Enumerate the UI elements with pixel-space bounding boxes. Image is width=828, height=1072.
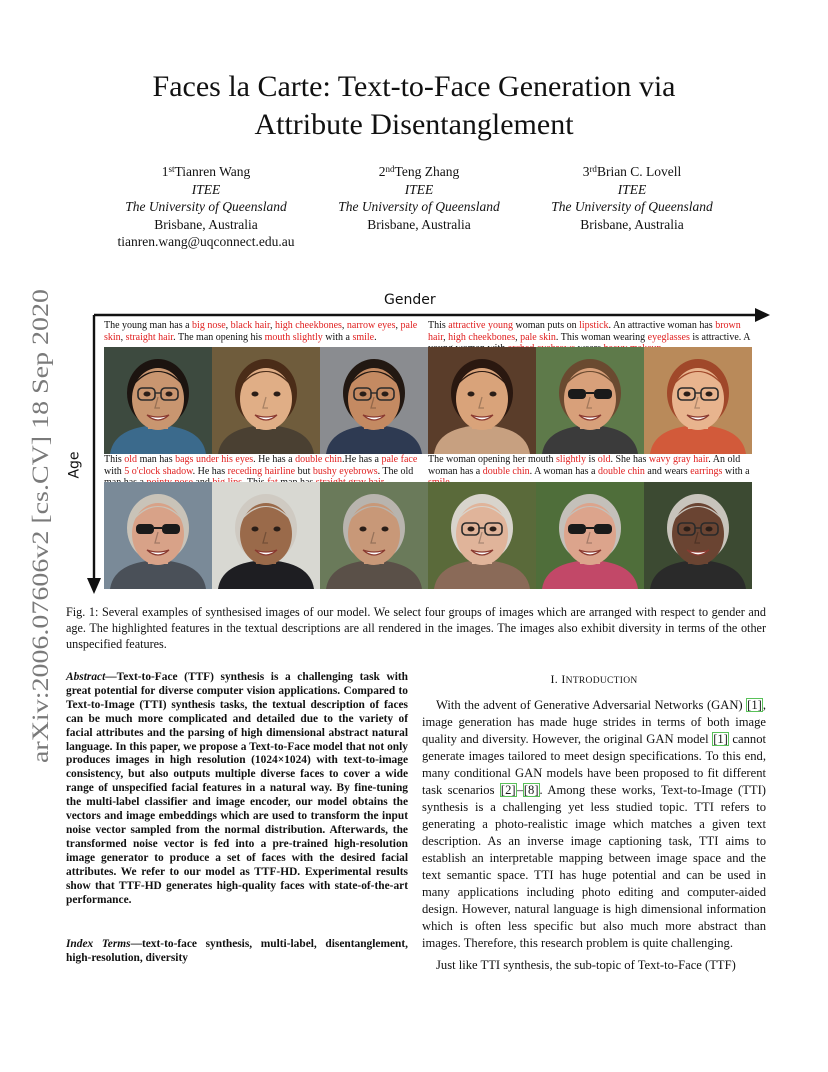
eye-left xyxy=(252,392,259,397)
caption-text: but xyxy=(295,465,313,477)
section-title-initial: I xyxy=(561,672,566,686)
author-dept: ITEE xyxy=(191,181,221,197)
intro-paragraph-2: Just like TTI synthesis, the sub-topic of Text-to-Face (TTF) xyxy=(436,958,736,972)
face-image xyxy=(212,347,320,454)
author-ordinal-suffix: st xyxy=(168,164,175,174)
caption-text: . The man opening his xyxy=(173,331,265,343)
highlighted-attribute: double chin xyxy=(295,454,343,465)
sunglasses-left-lens xyxy=(568,389,586,399)
author-city: Brisbane, Australia xyxy=(367,216,471,232)
face-image xyxy=(536,482,644,589)
section-number: I. xyxy=(550,672,559,686)
sunglasses-right-lens xyxy=(162,524,180,534)
caption-text: , image generation has made huge strides in terms of both image quality and diversity. However, the original GAN model xyxy=(422,698,766,746)
citation-link[interactable]: [1] xyxy=(713,732,728,746)
sunglasses-left-lens xyxy=(568,524,586,534)
caption-text: . The old xyxy=(377,465,414,477)
face-image xyxy=(104,347,212,454)
eye-right xyxy=(706,527,713,532)
eye-right xyxy=(706,392,713,397)
caption-text: . He has a xyxy=(253,454,296,465)
highlighted-attribute: bushy eyebrows xyxy=(312,465,378,477)
caption-text: . xyxy=(374,331,377,343)
arxiv-stamp xyxy=(18,285,58,765)
age-axis-arrowhead xyxy=(87,578,101,594)
caption-text: with a xyxy=(722,465,750,477)
intro-paragraph-1 xyxy=(422,697,766,952)
highlighted-attribute: wavy gray hair xyxy=(648,454,709,465)
eye-right xyxy=(490,527,497,532)
eye-left xyxy=(684,527,691,532)
caption-text: . This woman wearing xyxy=(555,331,648,343)
caption-young-men xyxy=(104,320,426,343)
author-block-1 xyxy=(96,163,316,251)
highlighted-attribute: mouth slightly xyxy=(264,331,323,343)
eye-right xyxy=(274,392,281,397)
eye-left xyxy=(360,392,367,397)
caption-text: . An old woman has a xyxy=(428,454,741,477)
highlighted-attribute: brown hair xyxy=(428,320,741,343)
highlighted-attribute: pale face xyxy=(381,454,418,465)
author-dept: ITEE xyxy=(404,181,434,197)
caption-text: man has xyxy=(137,454,176,465)
highlighted-attribute: earrings xyxy=(690,465,723,477)
face-image xyxy=(644,482,752,589)
abstract-body: —Text-to-Face (TTF) synthesis is a challenging task with great potential for diverse computer vision applications. Compared to Text-to-Image (TTI) synthesis tasks, the textual description of faces can be much more complicated and detailed due to the variety of facial attributes and the parsing of high dimensional abstract natural language. In this paper, we propose a Text-to-Face model that not only produces images in high resolution (1024×1024) with text-to-image consistency, but also outputs multiple diverse faces to cover a wide range of unspecified facial features in a natural way. By fine-tuning the multi-label classifier and image encoder, our model obtains the vectors and image embeddings which are used to transform the input noise vector sampled from the normal distribution. Afterwards, the transformed noise vector is fed into a pre-trained high-resolution image generator to produce a set of faces with the desired facial attributes. We refer to our model as TTF-HD. Experimental results show that TTF-HD generates high-quality faces with state-of-the-art performance. xyxy=(66,671,408,906)
author-city: Brisbane, Australia xyxy=(580,216,684,232)
caption-text: , xyxy=(443,331,449,343)
eye-right xyxy=(166,392,173,397)
caption-text: The woman opening her mouth xyxy=(428,454,557,465)
caption-text: , xyxy=(515,331,521,343)
caption-text: is xyxy=(586,454,598,465)
face-image xyxy=(428,347,536,454)
author-name: Brian C. Lovell xyxy=(596,164,682,179)
highlighted-attribute: pale skin xyxy=(520,331,556,343)
eye-right xyxy=(490,392,497,397)
caption-text: . He has xyxy=(192,465,228,477)
eye-right xyxy=(382,527,389,532)
highlighted-attribute: attractive young xyxy=(448,320,513,331)
highlighted-attribute: old xyxy=(124,454,138,465)
face-image xyxy=(428,482,536,589)
index-terms-body: —text-to-face synthesis, multi-label, disentanglement, high-resolution, diversity xyxy=(66,938,408,964)
figure-1 xyxy=(64,290,776,600)
sunglasses-left-lens xyxy=(136,524,154,534)
author-ordinal: 1 xyxy=(161,164,169,179)
highlighted-attribute: double chin xyxy=(597,465,645,477)
author-dept: ITEE xyxy=(617,181,647,197)
age-axis-label-box xyxy=(66,445,97,485)
caption-text: , xyxy=(395,320,401,331)
author-block-2 xyxy=(308,163,530,233)
author-ordinal: 3 xyxy=(582,164,590,179)
author-ordinal-suffix: rd xyxy=(589,164,597,174)
eye-left xyxy=(684,392,691,397)
highlighted-attribute: narrow eyes xyxy=(346,320,396,331)
eye-left xyxy=(468,527,475,532)
highlighted-attribute: black hair xyxy=(230,320,270,331)
highlighted-attribute: receding hairline xyxy=(227,465,296,477)
highlighted-attribute: eyeglasses xyxy=(647,331,690,343)
highlighted-attribute: big nose xyxy=(192,320,226,331)
highlighted-attribute: old xyxy=(597,454,611,465)
caption-text: is attractive. A xyxy=(692,331,750,343)
author-name: Tianren Wang xyxy=(174,164,251,179)
highlighted-attribute: straight hair xyxy=(125,331,174,343)
highlighted-attribute: bags under his eyes xyxy=(175,454,254,465)
caption-text: , xyxy=(120,331,126,343)
author-university: The University of Queensland xyxy=(338,199,500,214)
face-image xyxy=(644,347,752,454)
author-ordinal-suffix: nd xyxy=(385,164,395,174)
author-name: Teng Zhang xyxy=(394,164,460,179)
face-image xyxy=(104,482,212,589)
gender-axis-label: Gender xyxy=(384,292,436,308)
section-title-rest: NTRODUCTION xyxy=(565,676,638,686)
figure-caption: Fig. 1: Several examples of synthesised images of our model. We select four groups of images which are arranged with respect to gender and age. The highlighted features in the textual descriptions are all rendered in the images. The images also exhibit diversity in terms of the other unspecified features. xyxy=(66,605,766,651)
highlighted-attribute: double chin xyxy=(482,465,530,477)
caption-text: With the advent of Generative Adversarial Networks (GAN) xyxy=(436,698,747,712)
paper-title-line-2: Attribute Disentanglement xyxy=(254,108,574,141)
caption-text: woman puts on xyxy=(512,320,580,331)
caption-text: . An attractive woman has xyxy=(608,320,716,331)
author-university: The University of Queensland xyxy=(125,199,287,214)
highlighted-attribute: lipstick xyxy=(579,320,609,331)
highlighted-attribute: slightly xyxy=(556,454,587,465)
highlighted-attribute: pale skin xyxy=(104,320,418,343)
caption-text: with xyxy=(104,465,125,477)
highlighted-attribute: high cheekbones xyxy=(274,320,342,331)
arxiv-stamp-text: arXiv:2006.07606v2 [cs.CV] 18 Sep 2020 xyxy=(28,373,53,763)
eye-left xyxy=(468,392,475,397)
highlighted-attribute: high cheekbones xyxy=(448,331,516,343)
eye-left xyxy=(360,527,367,532)
paper-title-line-1: Faces la Carte: Text-to-Face Generation via xyxy=(152,70,676,103)
caption-text: – xyxy=(516,783,523,797)
caption-text: This xyxy=(428,320,449,331)
citation-link[interactable]: [1] xyxy=(747,698,762,712)
section-heading xyxy=(422,672,766,687)
eye-right xyxy=(274,527,281,532)
caption-text: and wears xyxy=(644,465,691,477)
face-image xyxy=(536,347,644,454)
caption-text: with a xyxy=(322,331,353,343)
author-email[interactable]: tianren.wang@uqconnect.edu.au xyxy=(117,234,295,249)
face-image xyxy=(320,347,428,454)
author-block-3 xyxy=(522,163,742,233)
index-terms xyxy=(66,938,408,966)
caption-text: , xyxy=(225,320,231,331)
face-image-grid xyxy=(104,347,752,592)
author-university: The University of Queensland xyxy=(551,199,713,214)
citation-link[interactable]: [2] xyxy=(500,783,516,797)
caption-text: This xyxy=(104,454,125,465)
gender-axis-arrowhead xyxy=(755,308,770,322)
citation-link[interactable]: [8] xyxy=(523,783,539,797)
caption-text: . A woman has a xyxy=(529,465,598,477)
author-city: Brisbane, Australia xyxy=(154,216,258,232)
caption-text: The young man has a xyxy=(104,320,193,331)
caption-text: , xyxy=(341,320,347,331)
eye-left xyxy=(144,392,151,397)
index-terms-heading: Index Terms xyxy=(66,938,131,950)
caption-text: , xyxy=(269,320,275,331)
face-image xyxy=(212,482,320,589)
highlighted-attribute: 5 o'clock shadow xyxy=(124,465,193,477)
sunglasses-right-lens xyxy=(594,389,612,399)
eye-right xyxy=(382,392,389,397)
caption-text: . Among these works, Text-to-Image (TTI) synthesis is a challenging yet less studied topic. TTI refers to generating a photo-realistic image which matches a given text description. As an inverse image captioning task, TTI aims to establish an interpretable mapping between image space and the text semantic space. TTI has huge potential and can be used in many applications including photo editing and computer-aided design. However, natural language is high dimensional information which is often less specific but also much more abstract than images. Therefore, this research problem is quite challenging. xyxy=(422,783,766,950)
author-ordinal: 2 xyxy=(378,164,386,179)
eye-left xyxy=(252,527,259,532)
face-image xyxy=(320,482,428,589)
caption-text: . She has xyxy=(610,454,649,465)
abstract-heading: Abstract xyxy=(66,671,106,683)
sunglasses-right-lens xyxy=(594,524,612,534)
highlighted-attribute: smile xyxy=(352,331,375,343)
abstract xyxy=(66,671,408,907)
caption-text: .He has a xyxy=(342,454,382,465)
section-title xyxy=(561,672,637,686)
caption-text: cannot generate images tailored to meet design specifications. To this end, many conditional GAN models have been proposed to fit different task scenarios xyxy=(422,732,767,797)
age-axis-label: Age xyxy=(66,451,83,479)
